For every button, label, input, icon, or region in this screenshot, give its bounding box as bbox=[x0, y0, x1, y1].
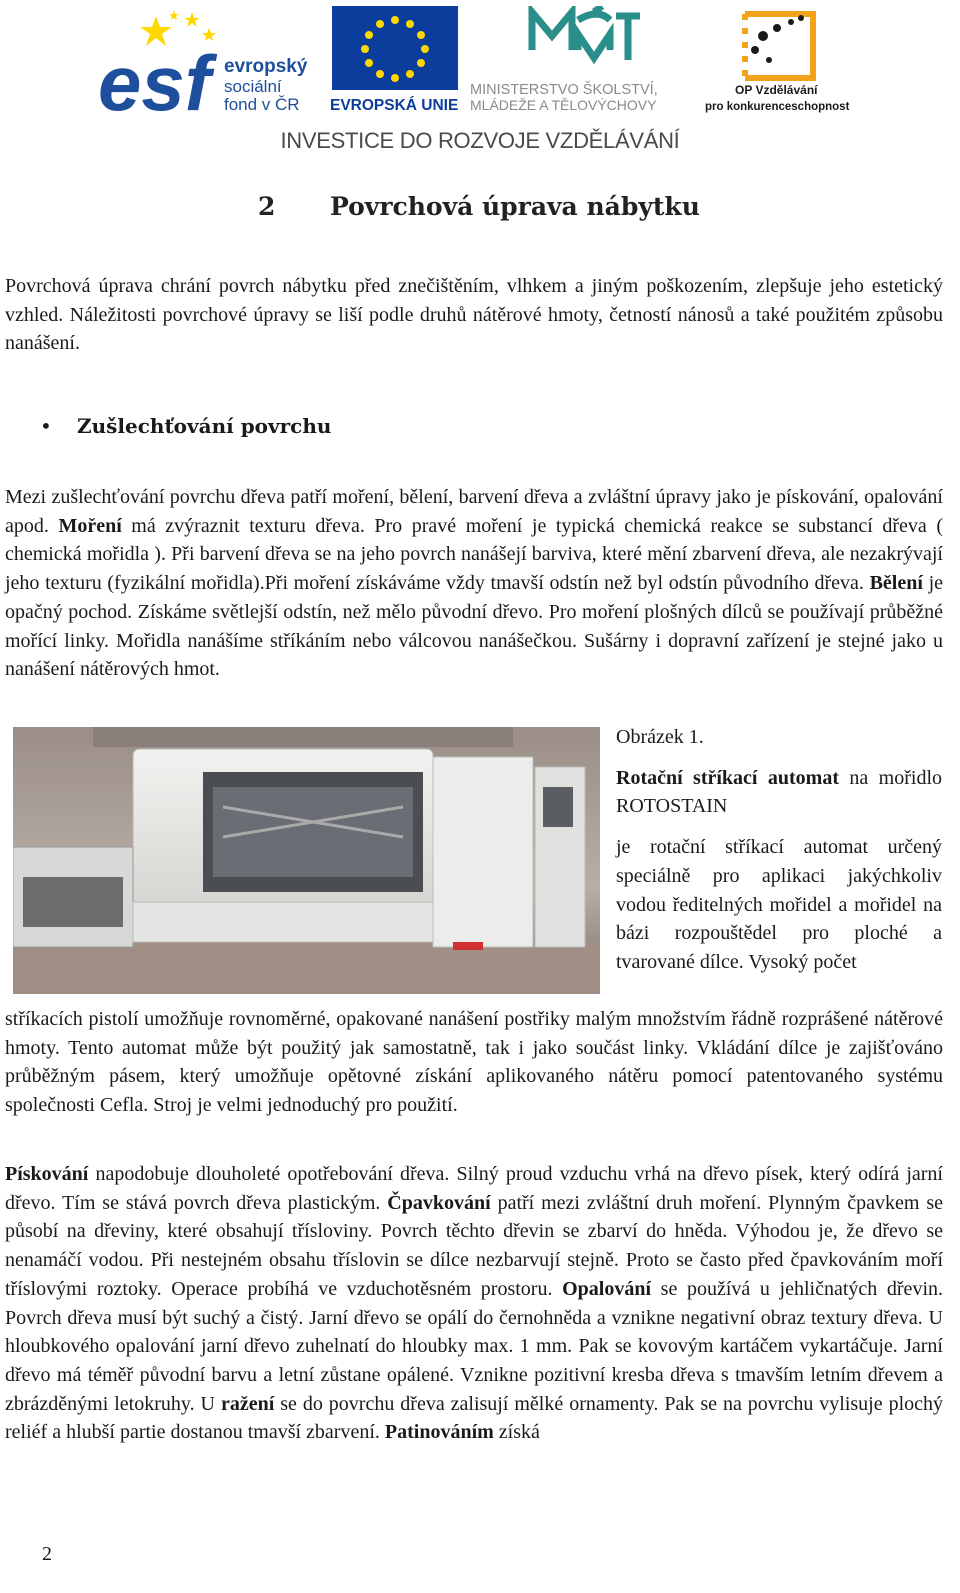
text-run: získá bbox=[493, 1421, 540, 1444]
term-cpavkovani: Čpavkování bbox=[387, 1191, 491, 1214]
bullet-icon: • bbox=[40, 414, 52, 438]
figure-caption bbox=[616, 764, 942, 821]
term-razeni: ražení bbox=[220, 1392, 275, 1415]
text-run: se používá u jehličnatých dřevin. Povrch dřeva musí být suchý a čistý. Jarní dřevo se opálí do černohněda a vznikne negativní obraz textury dřeva. U hloubkového opalování jarní dřevo zuhelnatí do hloubky max. 1 mm. Pak se kovovým kartáčem vykartáčuje. Jarní dřevo má téměř původní barvu a letní zůstane opálené. Vznikne pozitivní kresba dřeva s tmavším letním dřevem a zbrázděnými letokruhy. U bbox=[5, 1277, 943, 1415]
op-logo bbox=[705, 6, 855, 114]
special-treatments-paragraph bbox=[5, 1160, 943, 1447]
figure-caption-column bbox=[616, 723, 942, 977]
msmt-logo bbox=[470, 6, 698, 114]
text-run: Mezi zušlechťování povrchu dřeva patří moření, bělení, barvení dřeva a zvláštní úpravy jako je pískování, opalování apod. bbox=[5, 486, 943, 537]
intro-paragraph: Povrchová úprava chrání povrch nábytku před znečištěním, vlhkem a jiným poškozením, zlepšuje jeho estetický vzhled. Náležitosti povrchové úpravy se liší podle druhů nátěrové hmoty, četností nánosů a také použitém způsobu nanášení. bbox=[5, 275, 943, 355]
text-run: patří mezi zvláštní druh moření. Plynným čpavkem se působí na dřeviny, které obsahují třísloviny. Povrch těchto dřevin se zbarví do hněda. Výhodou je, že dřevo se nenamáčí vodou. Při nestejném obsahu tříslovin se dílce nezbarvují stejně. Proto se často před čpavkováním moří tříslovými roztoky. Operace probíhá ve vzduchotěsném prostoru. bbox=[5, 1191, 943, 1300]
esf-line3: fond v ČR bbox=[224, 95, 300, 114]
msmt-mark-icon bbox=[532, 6, 640, 60]
text-run: napodobuje dlouholeté opotřebování dřeva. Silný proud vzduchu vrhá na dřevo písek, který odírá jarní dřevo. Tím se stává povrch dřeva plastickým. bbox=[5, 1163, 943, 1214]
msmt-line1: MINISTERSTVO ŠKOLSTVÍ, bbox=[470, 82, 658, 98]
eu-label: EVROPSKÁ UNIE bbox=[330, 97, 459, 114]
esf-logo bbox=[96, 6, 324, 114]
text-run: se do povrchu dřeva zalisují mělké ornamenty. Pak se na povrchu vylisuje plochý reliéf a hlubší partie dostanou tmavší zbarvení. bbox=[5, 1392, 944, 1444]
figure-label: Obrázek 1. bbox=[616, 726, 704, 748]
msmt-line2: MLÁDEŽE A TĚLOVÝCHOVY bbox=[470, 97, 657, 113]
eu-flag-logo bbox=[330, 6, 460, 114]
term-opalovani: Opalování bbox=[562, 1277, 652, 1300]
term-piskovani: Pískování bbox=[5, 1163, 89, 1185]
figure-description: je rotační stříkací automat určený speciálně pro aplikaci jakýchkoliv vodou ředitelných mořidel a mořidel na bázi rozpouštědel pro ploché a tvarované dílce. Vysoký počet bbox=[616, 836, 942, 973]
op-line2: pro konkurenceschopnost bbox=[705, 101, 850, 113]
term-moreni: Moření bbox=[58, 514, 122, 537]
esf-line2: sociální bbox=[224, 77, 282, 96]
investice-banner: INVESTICE DO ROZVOJE VZDĚLÁVÁNÍ bbox=[280, 128, 680, 153]
op-line1: OP Vzdělávání bbox=[735, 83, 818, 97]
chapter-title: Povrchová úprava nábytku bbox=[330, 192, 700, 221]
op-mark-icon bbox=[745, 14, 813, 78]
esf-line1: evropský bbox=[224, 56, 308, 77]
page-number: 2 bbox=[42, 1543, 52, 1565]
logo-bar bbox=[0, 0, 960, 165]
chapter-number: 2 bbox=[258, 192, 276, 221]
term-patinovani: Patinováním bbox=[384, 1421, 494, 1444]
text-run: je opačný pochod. Získáme světlejší odstín, než mělo původní dřevo. Pro moření plošných dílců se používají průběžné mořící linky. Mořidla nanášíme stříkáním nebo válcovou nanášečkou. Sušárny i dopravní zařízení je stejné jako u nanášení nátěrových hmot. bbox=[5, 572, 943, 681]
zuslechtovani-paragraph bbox=[5, 483, 943, 684]
text-run: má zvýraznit texturu dřeva. Pro pravé moření je typická chemická reakce se substancí dřeva ( chemická mořidla ). Při barvení dřeva se na jeho povrch nanášejí barviva, které mění zbarvení dřeva, ale nezakrývají jeho texturu (fyzikální mořidla).Při moření získáváme vždy tmavší odstín než byl odstín původního dřeva. bbox=[5, 514, 943, 595]
rotostain-machine-photo bbox=[13, 727, 600, 994]
rotostain-paragraph: stříkacích pistolí umožňuje rovnoměrné, opakované nanášení postřiky malým množstvím řádně rozprášené nátěrové hmoty. Tento automat může být použitý jak samostatně, tak i jako součást linky. Vkládání dílce je zajišťováno průběžným pásem, který umožňuje opětovné získání aplikovaného nátěru pomocí patentovaného systému společnosti Cefla. Stroj je velmi jednoduchý pro použití. bbox=[5, 1008, 943, 1117]
esf-mark: esf bbox=[98, 39, 211, 114]
term-beleni: Bělení bbox=[869, 572, 923, 595]
caption-rest: na mořidlo ROTOSTAIN bbox=[616, 766, 942, 818]
bullet-label: Zušlechťování povrchu bbox=[77, 414, 332, 438]
caption-bold: Rotační stříkací automat bbox=[616, 766, 839, 789]
